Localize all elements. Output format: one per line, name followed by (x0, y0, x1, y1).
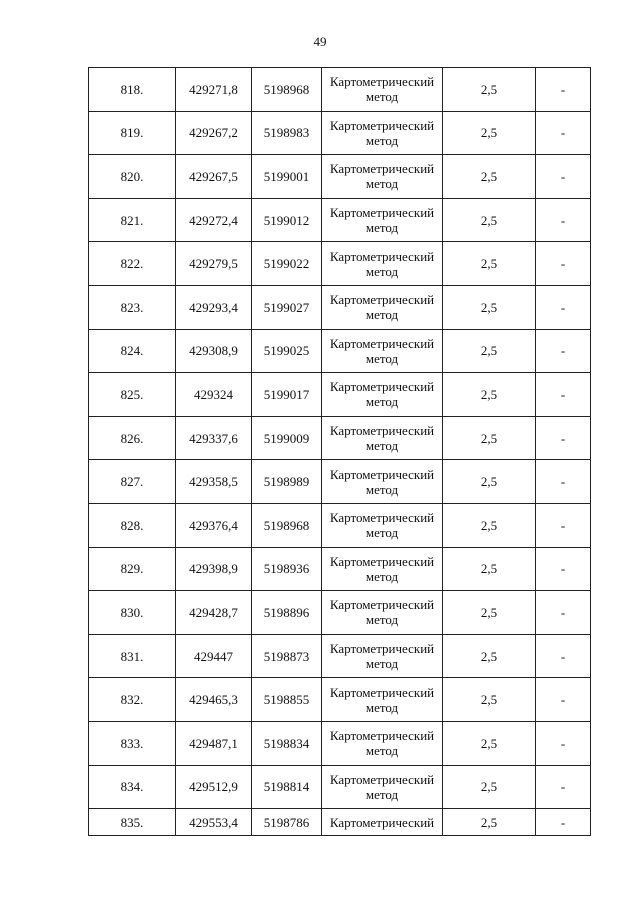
method-line-1: Картометрический (329, 771, 435, 787)
method-cell (322, 155, 443, 199)
y-coordinate-cell: 5198834 (252, 721, 322, 765)
accuracy-cell: 2,5 (443, 198, 536, 242)
table-row (89, 285, 591, 329)
method-line-2: метод (365, 307, 399, 323)
method-cell (322, 721, 443, 765)
method-line-1: Картометрический (329, 641, 435, 657)
point-number-cell: 826. (89, 416, 176, 460)
point-number-cell: 825. (89, 373, 176, 417)
x-coordinate-cell: 429358,5 (176, 460, 252, 504)
note-cell: - (536, 285, 591, 329)
method-cell (322, 460, 443, 504)
x-coordinate-cell: 429279,5 (176, 242, 252, 286)
method-line-2: метод (365, 568, 399, 584)
table-row (89, 242, 591, 286)
method-line-2: метод (365, 350, 399, 366)
note-cell: - (536, 721, 591, 765)
note-cell: - (536, 198, 591, 242)
note-cell: - (536, 155, 591, 199)
table-row (89, 68, 591, 112)
x-coordinate-cell: 429324 (176, 373, 252, 417)
table-row (89, 198, 591, 242)
y-coordinate-cell: 5198855 (252, 678, 322, 722)
x-coordinate-cell: 429553,4 (176, 809, 252, 836)
point-number-cell: 835. (89, 809, 176, 836)
page-number: 49 (313, 34, 327, 49)
point-number-cell: 831. (89, 634, 176, 678)
accuracy-cell: 2,5 (443, 503, 536, 547)
method-cell (322, 329, 443, 373)
point-number-cell: 828. (89, 503, 176, 547)
method-line-2: метод (365, 612, 399, 628)
accuracy-cell: 2,5 (443, 416, 536, 460)
method-cell (322, 373, 443, 417)
point-number-cell: 823. (89, 285, 176, 329)
x-coordinate-cell: 429512,9 (176, 765, 252, 809)
accuracy-cell: 2,5 (443, 547, 536, 591)
table-row (89, 373, 591, 417)
method-line-1: Картометрический (329, 684, 435, 700)
method-line-1: Картометрический (329, 510, 435, 526)
method-cell (322, 765, 443, 809)
note-cell: - (536, 242, 591, 286)
y-coordinate-cell: 5198786 (252, 809, 322, 836)
method-line-1: Картометрический (329, 292, 435, 308)
method-line-2: метод (365, 220, 399, 236)
method-line-1: Картометрический (329, 814, 435, 830)
method-line-1: Картометрический (329, 74, 435, 90)
x-coordinate-cell: 429428,7 (176, 591, 252, 635)
method-line-2: метод (365, 394, 399, 410)
method-line-1: Картометрический (329, 553, 435, 569)
method-line-2: метод (365, 481, 399, 497)
x-coordinate-cell: 429272,4 (176, 198, 252, 242)
y-coordinate-cell: 5199012 (252, 198, 322, 242)
method-line-1: Картометрический (329, 161, 435, 177)
method-line-1: Картометрический (329, 117, 435, 133)
note-cell: - (536, 591, 591, 635)
x-coordinate-cell: 429337,6 (176, 416, 252, 460)
accuracy-cell: 2,5 (443, 591, 536, 635)
note-cell: - (536, 809, 591, 836)
method-cell (322, 547, 443, 591)
method-line-2: метод (365, 438, 399, 454)
accuracy-cell: 2,5 (443, 373, 536, 417)
note-cell: - (536, 460, 591, 504)
method-line-1: Картометрический (329, 205, 435, 221)
point-number-cell: 821. (89, 198, 176, 242)
method-cell (322, 503, 443, 547)
y-coordinate-cell: 5198936 (252, 547, 322, 591)
method-line-1: Картометрический (329, 379, 435, 395)
accuracy-cell: 2,5 (443, 155, 536, 199)
method-line-2: метод (365, 525, 399, 541)
note-cell: - (536, 765, 591, 809)
point-number-cell: 832. (89, 678, 176, 722)
accuracy-cell: 2,5 (443, 242, 536, 286)
accuracy-cell: 2,5 (443, 678, 536, 722)
x-coordinate-cell: 429271,8 (176, 68, 252, 112)
table-row (89, 503, 591, 547)
note-cell: - (536, 416, 591, 460)
x-coordinate-cell: 429293,4 (176, 285, 252, 329)
method-line-2: метод (365, 699, 399, 715)
accuracy-cell: 2,5 (443, 721, 536, 765)
coordinates-table (88, 67, 591, 836)
y-coordinate-cell: 5199025 (252, 329, 322, 373)
table-row (89, 111, 591, 155)
method-line-1: Картометрический (329, 597, 435, 613)
y-coordinate-cell: 5198968 (252, 503, 322, 547)
accuracy-cell: 2,5 (443, 460, 536, 504)
method-line-1: Картометрический (329, 423, 435, 439)
y-coordinate-cell: 5199001 (252, 155, 322, 199)
point-number-cell: 820. (89, 155, 176, 199)
note-cell: - (536, 329, 591, 373)
point-number-cell: 830. (89, 591, 176, 635)
table-row (89, 634, 591, 678)
method-cell (322, 242, 443, 286)
method-cell (322, 634, 443, 678)
accuracy-cell: 2,5 (443, 765, 536, 809)
note-cell: - (536, 503, 591, 547)
table-row (89, 721, 591, 765)
point-number-cell: 819. (89, 111, 176, 155)
method-cell (322, 198, 443, 242)
point-number-cell: 827. (89, 460, 176, 504)
note-cell: - (536, 111, 591, 155)
x-coordinate-cell: 429398,9 (176, 547, 252, 591)
y-coordinate-cell: 5199027 (252, 285, 322, 329)
y-coordinate-cell: 5199022 (252, 242, 322, 286)
accuracy-cell: 2,5 (443, 809, 536, 836)
x-coordinate-cell: 429267,5 (176, 155, 252, 199)
point-number-cell: 833. (89, 721, 176, 765)
x-coordinate-cell: 429308,9 (176, 329, 252, 373)
x-coordinate-cell: 429447 (176, 634, 252, 678)
x-coordinate-cell: 429465,3 (176, 678, 252, 722)
accuracy-cell: 2,5 (443, 329, 536, 373)
coordinates-table-body (89, 68, 591, 836)
table-row (89, 416, 591, 460)
point-number-cell: 829. (89, 547, 176, 591)
x-coordinate-cell: 429267,2 (176, 111, 252, 155)
x-coordinate-cell: 429487,1 (176, 721, 252, 765)
table-row (89, 547, 591, 591)
x-coordinate-cell: 429376,4 (176, 503, 252, 547)
method-cell (322, 111, 443, 155)
y-coordinate-cell: 5198814 (252, 765, 322, 809)
table-row (89, 809, 591, 836)
y-coordinate-cell: 5198989 (252, 460, 322, 504)
method-line-1: Картометрический (329, 335, 435, 351)
accuracy-cell: 2,5 (443, 111, 536, 155)
table-row (89, 591, 591, 635)
accuracy-cell: 2,5 (443, 68, 536, 112)
method-line-1: Картометрический (329, 728, 435, 744)
method-line-2: метод (365, 263, 399, 279)
note-cell: - (536, 373, 591, 417)
y-coordinate-cell: 5198968 (252, 68, 322, 112)
method-line-2: метод (365, 743, 399, 759)
method-line-2: метод (365, 132, 399, 148)
note-cell: - (536, 634, 591, 678)
method-line-2: метод (365, 786, 399, 802)
point-number-cell: 834. (89, 765, 176, 809)
y-coordinate-cell: 5199009 (252, 416, 322, 460)
table-row (89, 765, 591, 809)
y-coordinate-cell: 5199017 (252, 373, 322, 417)
note-cell: - (536, 678, 591, 722)
method-cell (322, 591, 443, 635)
accuracy-cell: 2,5 (443, 285, 536, 329)
method-line-1: Картометрический (329, 466, 435, 482)
method-cell (322, 285, 443, 329)
method-cell (322, 809, 443, 836)
table-row (89, 460, 591, 504)
method-cell (322, 416, 443, 460)
point-number-cell: 822. (89, 242, 176, 286)
method-line-2: метод (365, 176, 399, 192)
table-row (89, 329, 591, 373)
point-number-cell: 824. (89, 329, 176, 373)
y-coordinate-cell: 5198873 (252, 634, 322, 678)
method-line-2: метод (365, 89, 399, 105)
accuracy-cell: 2,5 (443, 634, 536, 678)
y-coordinate-cell: 5198983 (252, 111, 322, 155)
method-cell (322, 68, 443, 112)
y-coordinate-cell: 5198896 (252, 591, 322, 635)
method-line-2: метод (365, 656, 399, 672)
table-row (89, 678, 591, 722)
note-cell: - (536, 547, 591, 591)
method-cell (322, 678, 443, 722)
table-row (89, 155, 591, 199)
point-number-cell: 818. (89, 68, 176, 112)
note-cell: - (536, 68, 591, 112)
method-line-1: Картометрический (329, 248, 435, 264)
